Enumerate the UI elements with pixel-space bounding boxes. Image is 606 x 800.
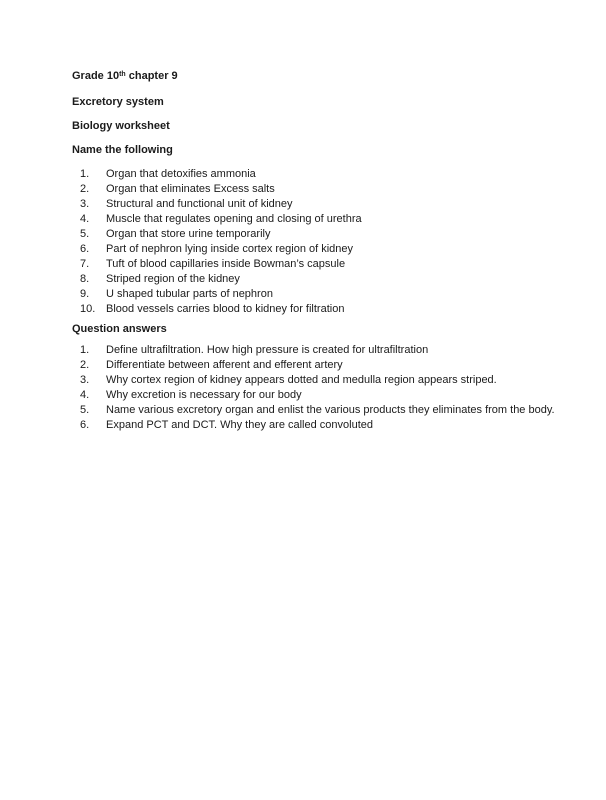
list-item [72, 358, 556, 373]
list-item-text: Tuft of blood capillaries inside Bowman’s capsule [106, 258, 346, 270]
list-item [72, 227, 556, 242]
list-item-text: Striped region of the kidney [106, 273, 240, 285]
list-item-text: Why cortex region of kidney appears dotted and medulla region appears striped. [106, 374, 497, 386]
list-item-number: 10. [80, 303, 96, 315]
grade-heading-superscript: th [119, 70, 126, 78]
list-item [72, 343, 556, 358]
question-answers-list [72, 343, 556, 433]
list-item-number: 7. [80, 258, 90, 270]
question-answers-heading: Question answers [72, 323, 167, 335]
list-item-number: 5. [80, 228, 90, 240]
list-item [72, 403, 556, 418]
list-item [72, 418, 556, 433]
list-item [72, 242, 556, 257]
list-item-text: Muscle that regulates opening and closing of urethra [106, 213, 362, 225]
list-item-number: 5. [80, 404, 90, 416]
list-item-number: 9. [80, 288, 90, 300]
list-item-number: 2. [80, 183, 90, 195]
list-item-text: Name various excretory organ and enlist the various products they eliminates from the body. [106, 404, 555, 416]
list-item-text: Organ that eliminates Excess salts [106, 183, 275, 195]
grade-heading [72, 69, 556, 85]
list-item [72, 388, 556, 403]
list-item-text: Differentiate between afferent and efferent artery [106, 359, 343, 371]
biology-worksheet-heading: Biology worksheet [72, 120, 170, 132]
list-item-text: Blood vessels carries blood to kidney for filtration [106, 303, 345, 315]
list-item-number: 6. [80, 243, 90, 255]
list-item [72, 272, 556, 287]
list-item-number: 4. [80, 389, 90, 401]
list-item-number: 1. [80, 344, 90, 356]
list-item-text: Why excretion is necessary for our body [106, 389, 302, 401]
name-the-following-heading: Name the following [72, 144, 173, 156]
list-item-text: U shaped tubular parts of nephron [106, 288, 273, 300]
list-item [72, 167, 556, 182]
list-item [72, 287, 556, 302]
list-item-text: Expand PCT and DCT. Why they are called convoluted [106, 419, 373, 431]
list-item-number: 1. [80, 168, 90, 180]
grade-heading-suffix: chapter 9 [125, 70, 178, 82]
list-item [72, 212, 556, 227]
name-the-following-list [72, 167, 556, 317]
list-item [72, 373, 556, 388]
list-item [72, 302, 556, 317]
excretory-system-heading: Excretory system [72, 96, 164, 108]
list-item-text: Organ that store urine temporarily [106, 228, 271, 240]
list-item-text: Part of nephron lying inside cortex region of kidney [106, 243, 354, 255]
list-item [72, 257, 556, 272]
list-item [72, 197, 556, 212]
list-item-text: Organ that detoxifies ammonia [106, 168, 256, 180]
list-item-number: 3. [80, 374, 90, 386]
list-item-number: 3. [80, 198, 90, 210]
list-item-number: 6. [80, 419, 90, 431]
list-item-text: Define ultrafiltration. How high pressure is created for ultrafiltration [106, 344, 429, 356]
list-item [72, 182, 556, 197]
list-item-number: 8. [80, 273, 90, 285]
list-item-number: 2. [80, 359, 90, 371]
list-item-text: Structural and functional unit of kidney [106, 198, 293, 210]
list-item-number: 4. [80, 213, 90, 225]
grade-heading-prefix: Grade 10 [72, 70, 120, 82]
